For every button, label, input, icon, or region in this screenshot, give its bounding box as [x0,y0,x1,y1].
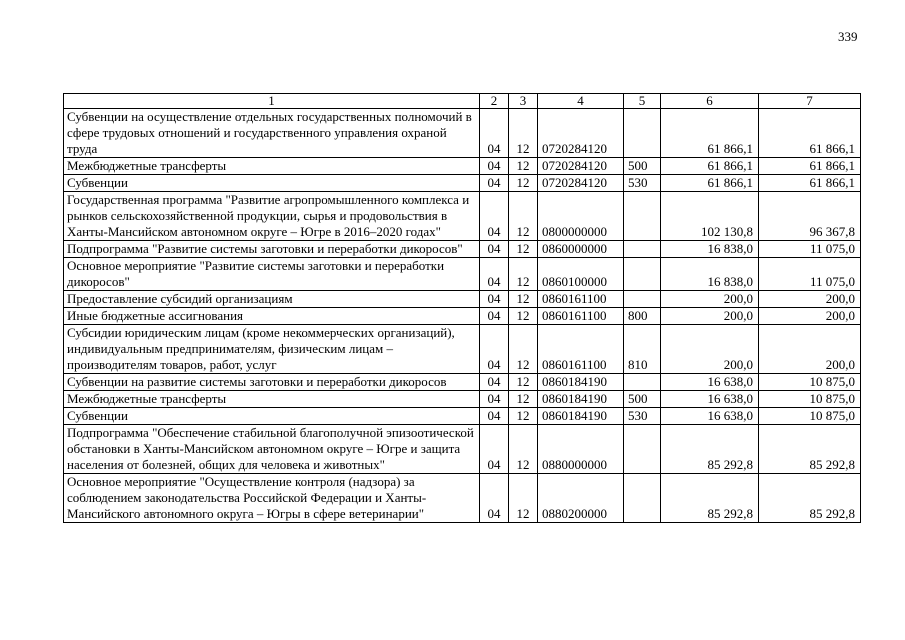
row-target-code: 0880200000 [538,474,624,523]
row-section: 04 [480,109,509,158]
row-amount-1: 102 130,8 [661,192,759,241]
header-col-7: 7 [759,94,861,109]
table-row [64,425,861,474]
table-row [64,158,861,175]
row-target-code: 0860161100 [538,325,624,374]
row-amount-2: 10 875,0 [759,374,861,391]
row-target-code: 0720284120 [538,175,624,192]
header-col-2: 2 [480,94,509,109]
row-expense-type [624,474,661,523]
row-section: 04 [480,158,509,175]
header-col-6: 6 [661,94,759,109]
row-subsection: 12 [509,325,538,374]
row-expense-type [624,109,661,158]
row-subsection: 12 [509,109,538,158]
row-amount-1: 61 866,1 [661,158,759,175]
table-row [64,175,861,192]
table-row [64,241,861,258]
row-section: 04 [480,374,509,391]
row-amount-2: 200,0 [759,325,861,374]
row-amount-2: 10 875,0 [759,408,861,425]
row-amount-2: 200,0 [759,308,861,325]
row-amount-2: 11 075,0 [759,241,861,258]
row-amount-2: 10 875,0 [759,391,861,408]
row-target-code: 0860100000 [538,258,624,291]
row-name: Субвенции на развитие системы заготовки и переработки дикоросов [64,374,480,391]
row-amount-2: 85 292,8 [759,425,861,474]
header-col-1: 1 [64,94,480,109]
row-section: 04 [480,391,509,408]
row-name: Субвенции [64,408,480,425]
row-target-code: 0800000000 [538,192,624,241]
table-row [64,258,861,291]
table-row [64,325,861,374]
table-row [64,308,861,325]
row-name: Субвенции на осуществление отдельных государственных полномочий в сфере трудовых отношений и государственного управления охраной труда [64,109,480,158]
header-col-3: 3 [509,94,538,109]
row-amount-2: 11 075,0 [759,258,861,291]
table-row [64,391,861,408]
row-name: Субсидии юридическим лицам (кроме некоммерческих организаций), индивидуальным предпринимателям, физическим лицам – производителям товаров, работ, услуг [64,325,480,374]
row-amount-1: 61 866,1 [661,175,759,192]
header-col-4: 4 [538,94,624,109]
row-name: Межбюджетные трансферты [64,158,480,175]
row-amount-2: 85 292,8 [759,474,861,523]
row-target-code: 0860184190 [538,408,624,425]
row-section: 04 [480,175,509,192]
row-amount-1: 85 292,8 [661,474,759,523]
row-expense-type: 530 [624,175,661,192]
row-section: 04 [480,408,509,425]
row-target-code: 0720284120 [538,109,624,158]
row-name: Межбюджетные трансферты [64,391,480,408]
row-target-code: 0860000000 [538,241,624,258]
row-subsection: 12 [509,391,538,408]
row-amount-1: 61 866,1 [661,109,759,158]
row-subsection: 12 [509,192,538,241]
row-amount-2: 61 866,1 [759,158,861,175]
header-col-5: 5 [624,94,661,109]
row-amount-2: 61 866,1 [759,175,861,192]
row-expense-type [624,291,661,308]
row-expense-type [624,192,661,241]
row-expense-type [624,425,661,474]
row-expense-type [624,374,661,391]
row-section: 04 [480,258,509,291]
row-expense-type: 500 [624,391,661,408]
table-header [64,94,861,109]
row-subsection: 12 [509,241,538,258]
row-expense-type: 810 [624,325,661,374]
row-name: Основное мероприятие "Осуществление контроля (надзора) за соблюдением законодательства Российской Федерации и Ханты-Мансийского автономного округа – Югры в сфере ветеринарии" [64,474,480,523]
row-name: Субвенции [64,175,480,192]
row-target-code: 0860161100 [538,291,624,308]
row-section: 04 [480,308,509,325]
row-section: 04 [480,474,509,523]
row-name: Основное мероприятие "Развитие системы заготовки и переработки дикоросов" [64,258,480,291]
row-target-code: 0860184190 [538,374,624,391]
table-row [64,374,861,391]
row-name: Государственная программа "Развитие агропромышленного комплекса и рынков сельскохозяйственной продукции, сырья и продовольствия в Ханты-Мансийском автономном округе – Югре в 2016–2020 годах" [64,192,480,241]
row-name: Подпрограмма "Развитие системы заготовки и переработки дикоросов" [64,241,480,258]
budget-table [63,93,861,523]
row-subsection: 12 [509,175,538,192]
row-name: Предоставление субсидий организациям [64,291,480,308]
row-section: 04 [480,291,509,308]
row-amount-1: 200,0 [661,308,759,325]
row-target-code: 0720284120 [538,158,624,175]
row-target-code: 0860161100 [538,308,624,325]
page-number: 339 [838,29,858,44]
row-subsection: 12 [509,258,538,291]
row-expense-type [624,258,661,291]
row-amount-1: 16 638,0 [661,374,759,391]
table-row [64,474,861,523]
row-section: 04 [480,241,509,258]
row-amount-1: 200,0 [661,291,759,308]
row-amount-1: 16 838,0 [661,241,759,258]
row-subsection: 12 [509,425,538,474]
row-expense-type: 800 [624,308,661,325]
table-row [64,291,861,308]
row-subsection: 12 [509,374,538,391]
row-subsection: 12 [509,474,538,523]
row-target-code: 0860184190 [538,391,624,408]
row-amount-2: 200,0 [759,291,861,308]
row-subsection: 12 [509,291,538,308]
row-amount-2: 96 367,8 [759,192,861,241]
table-row [64,408,861,425]
row-amount-1: 16 838,0 [661,258,759,291]
row-amount-2: 61 866,1 [759,109,861,158]
row-amount-1: 16 638,0 [661,408,759,425]
row-section: 04 [480,192,509,241]
table-body [64,109,861,523]
row-target-code: 0880000000 [538,425,624,474]
table-row [64,192,861,241]
row-subsection: 12 [509,408,538,425]
row-amount-1: 16 638,0 [661,391,759,408]
row-name: Подпрограмма "Обеспечение стабильной благополучной эпизоотической обстановки в Ханты-Мансийском автономном округе – Югре и защита населения от болезней, общих для человека и животных" [64,425,480,474]
table-row [64,109,861,158]
row-expense-type [624,241,661,258]
row-expense-type: 500 [624,158,661,175]
row-amount-1: 200,0 [661,325,759,374]
row-amount-1: 85 292,8 [661,425,759,474]
header-row [64,94,861,109]
row-section: 04 [480,425,509,474]
row-name: Иные бюджетные ассигнования [64,308,480,325]
row-subsection: 12 [509,308,538,325]
row-section: 04 [480,325,509,374]
row-expense-type: 530 [624,408,661,425]
row-subsection: 12 [509,158,538,175]
